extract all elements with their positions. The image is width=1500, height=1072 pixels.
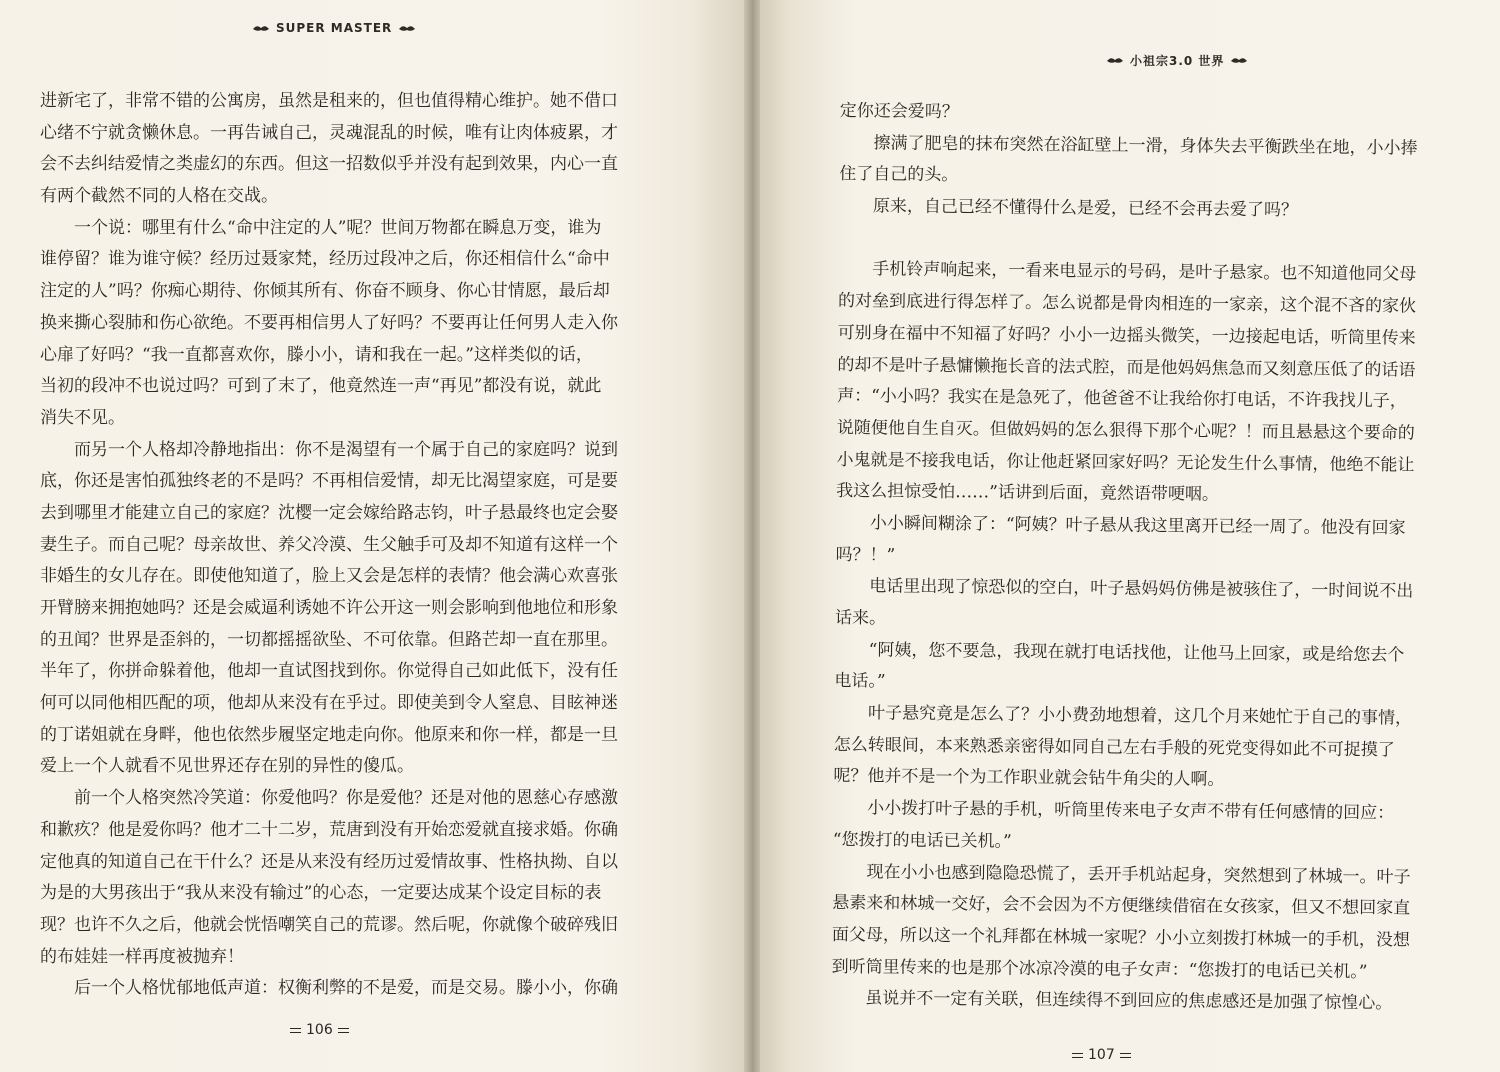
text-line: 前一个人格突然冷笑道：你爱他吗？你是爱他？还是对他的恩慈心存感激 <box>74 788 618 809</box>
text-line: 电话。” <box>834 671 886 692</box>
text-line: 心绪不宁就贪懒休息。一再告诫自己，灵魂混乱的时候，唯有让肉体疲累，才 <box>40 122 618 143</box>
text-line: 去到哪里才能建立自己的家庭？沈樱一定会嫁给路志钧，叶子悬最终也定会娶 <box>40 502 618 523</box>
text-line: 可别身在福中不知福了好吗？小小一边摇头微笑，一边接起电话，听筒里传来 <box>837 322 1416 349</box>
text-line: 电话里出现了惊恐似的空白，叶子悬妈妈仿佛是被骇住了，一时间说不出 <box>869 576 1414 602</box>
text-line: 手机铃声响起来，一看来电显示的号码，是叶子悬家。也不知道他同父母 <box>872 259 1417 285</box>
text-line: 当初的段冲不也说过吗？可到了末了，他竟然连一声“再见”都没有说，就此 <box>40 376 602 397</box>
text-line: 底，你还是害怕孤独终老的不是吗？不再相信爱情，却无比渴望家庭，可是要 <box>40 471 618 492</box>
page-number-text: 106 <box>306 1022 333 1038</box>
page-number-right <box>1072 1047 1131 1063</box>
winged-ornament-icon <box>1230 56 1248 65</box>
book-gutter <box>744 0 760 1072</box>
page-number-text: 107 <box>1088 1047 1115 1063</box>
text-line: 谁停留？谁为谁守候？经历过聂家梵，经历过段冲之后，你还相信什么“命中 <box>40 249 610 270</box>
text-line: 定他真的知道自己在干什么？还是从来没有经历过爱情故事、性格执拗、自以 <box>40 851 618 872</box>
text-line: 一个说：哪里有什么“命中注定的人”呢？世间万物都在瞬息万变，谁为 <box>74 217 602 238</box>
text-line: 现在小小也感到隐隐恐慌了，丢开手机站起身，突然想到了林城一。叶子 <box>866 861 1411 888</box>
running-head-text: 小祖宗3.0 世界 <box>1130 54 1225 68</box>
text-line: 心扉了好吗？“我一直都喜欢你，滕小小，请和我在一起。”这样类似的话， <box>40 344 593 365</box>
text-line: 小鬼就是不接我电话，你让他赶紧回家好吗？无论发生什么事情，他绝不能让 <box>836 449 1415 476</box>
text-line: 的却不是叶子悬慵懒拖长音的法式腔，而是他妈妈焦急而又刻意压低了的话语 <box>837 354 1416 381</box>
text-line: 有两个截然不同的人格在交战。 <box>40 186 278 207</box>
text-line: 消失不见。 <box>40 407 125 428</box>
text-line: “您拨打的电话已关机。” <box>832 829 1012 852</box>
running-head-right <box>1106 52 1248 69</box>
text-line: 和歉疚？他是爱你吗？他才二十二岁，荒唐到没有开始恋爱就直接求婚。你确 <box>40 819 618 840</box>
text-line: 住了自己的头。 <box>839 164 959 186</box>
text-line: 原来，自己已经不懂得什么是爱，已经不会再去爱了吗？ <box>872 196 1299 221</box>
text-line: 爱上一个人就看不见世界还存在别的异性的傻瓜。 <box>40 756 414 777</box>
text-line: 小小拨打叶子悬的手机，听筒里传来电子女声不带有任何感情的回应： <box>867 798 1395 824</box>
text-line: 定你还会爱吗？ <box>839 100 959 123</box>
winged-ornament-icon <box>252 24 270 33</box>
page-number-left <box>290 1022 349 1038</box>
text-line: 现？也许不久之后，他就会恍悟嘲笑自己的荒谬。然后呢，你就像个破碎残旧 <box>40 914 618 935</box>
text-line: 话来。 <box>834 607 887 629</box>
text-line: 的丑闻？世界是歪斜的，一切都摇摇欲坠、不可依靠。但路芒却一直在那里。 <box>40 629 618 650</box>
text-line: 的丁诺姐就在身畔，他也依然步履坚定地走向你。他原来和你一样，都是一旦 <box>40 724 618 745</box>
text-line: 而另一个人格却冷静地指出：你不是渴望有一个属于自己的家庭吗？说到 <box>74 439 618 460</box>
text-line: 吗？！” <box>835 544 896 566</box>
text-line: 小小瞬间糊涂了：“阿姨？叶子悬从我这里离开已经一周了。他没有回家 <box>869 513 1406 539</box>
text-line: 声：“小小吗？我实在是急死了，他爸爸不让我给你打电话，不许我找儿子， <box>837 386 1407 412</box>
text-line: 换来撕心裂肺和伤心欲绝。不要再相信男人了好吗？不要再让任何男人走入你 <box>40 312 618 333</box>
text-line: 会不去纠结爱情之类虚幻的东西。但这一招数似乎并没有起到效果，内心一直 <box>40 154 618 175</box>
winged-ornament-icon <box>398 24 416 33</box>
running-head-text: SUPER MASTER <box>276 21 393 35</box>
text-line: 开臂膀来拥抱她吗？还是会威逼利诱她不许公开这一则会影响到他地位和形象 <box>40 598 618 618</box>
text-line: 擦满了肥皂的抹布突然在浴缸壁上一滑，身体失去平衡跌坐在地，小小捧 <box>873 133 1418 159</box>
winged-ornament-icon <box>1106 56 1124 65</box>
text-line: 的布娃娃一样再度被抛弃！ <box>40 946 244 967</box>
text-line: 注定的人”吗？你痴心期待、你倾其所有、你奋不顾身、你心甘情愿，最后却 <box>40 281 610 302</box>
left-page-body <box>40 86 630 1005</box>
text-line: 半年了，你拼命躲着他，他却一直试图找到你。你觉得自己如此低下，没有任 <box>40 661 618 682</box>
text-line: 面父母，所以这一个礼拜都在林城一家呢？小小立刻拨打林城一的手机，没想 <box>831 924 1411 951</box>
text-line: “阿姨，您不要急，我现在就打电话找他，让他马上回家，或是给您去个 <box>868 639 1405 666</box>
running-head-left <box>252 21 416 35</box>
text-line: 非婚生的女儿存在。即使他知道了，脸上又会是怎样的表情？他会满心欢喜张 <box>40 566 618 587</box>
text-line: 的对垒到底进行得怎样了。怎么说都是骨肉相连的一家亲，这个混不吝的家伙 <box>837 291 1417 317</box>
text-line: 到听筒里传来的也是那个冰凉冷漠的电子女声：“您拨打的电话已关机。” <box>831 956 1368 982</box>
text-line: 为是的大男孩出于“我从来没有输过”的心态，一定要达成某个设定目标的表 <box>40 883 602 904</box>
text-line: 说随便他自生自灭。但做妈妈的怎么狠得下那个心呢？！而且悬悬这个要命的 <box>836 417 1415 444</box>
text-line: 后一个人格忧郁地低声道：权衡利弊的不是爱，而是交易。滕小小，你确 <box>74 978 618 999</box>
text-line: 悬素来和林城一交好，会不会因为不方便继续借宿在女孩家，但又不想回家直 <box>832 893 1411 919</box>
right-page-body <box>831 96 1460 1021</box>
text-line: 虽说并不一定有关联，但连续得不到回应的焦虑感还是加强了惊惶心。 <box>865 988 1393 1014</box>
text-line: 怎么转眼间，本来熟悉亲密得如同自己左右手般的死党变得如此不可捉摸了 <box>833 734 1395 761</box>
text-line: 我这么担惊受怕……”话讲到后面，竟然语带哽咽。 <box>836 481 1219 505</box>
text-line: 进新宅了，非常不错的公寓房，虽然是租来的，但也值得精心维护。她不借口 <box>40 91 618 111</box>
text-line: 何可以同他相匹配的项，他却从来没有在乎过。即使美到令人窒息、目眩神迷 <box>40 693 618 714</box>
text-line: 妻生子。而自己呢？母亲故世、养父冷漠、生父触手可及却不知道有这样一个 <box>40 534 618 555</box>
text-line: 叶子悬究竟是怎么了？小小费劲地想着，这几个月来她忙于自己的事情， <box>867 703 1413 729</box>
text-line: 呢？他并不是一个为工作职业就会钻牛角尖的人啊。 <box>833 766 1225 791</box>
